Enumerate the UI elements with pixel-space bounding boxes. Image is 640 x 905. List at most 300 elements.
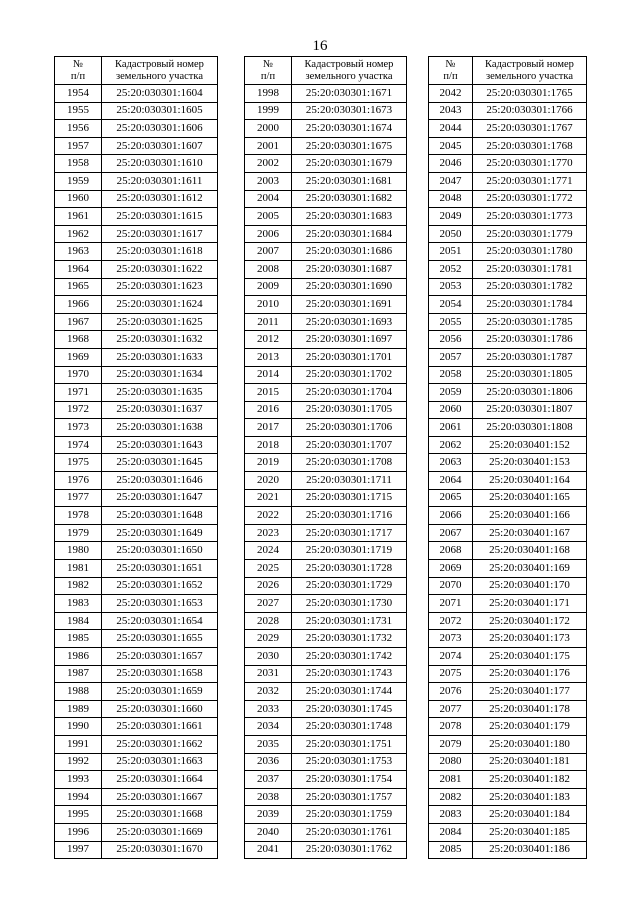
cadastral-number: 25:20:030301:1647	[102, 489, 218, 507]
row-number: 2017	[245, 419, 292, 437]
table-row	[429, 524, 587, 542]
table-row	[55, 472, 218, 490]
cadastral-number: 25:20:030301:1716	[292, 507, 407, 525]
table-row	[245, 225, 407, 243]
row-number: 2045	[429, 137, 473, 155]
table-row	[55, 806, 218, 824]
table-row	[245, 85, 407, 103]
cadastral-number: 25:20:030301:1773	[473, 208, 587, 226]
table-row	[245, 700, 407, 718]
table-row	[55, 348, 218, 366]
cadastral-number: 25:20:030301:1635	[102, 384, 218, 402]
row-number: 2006	[245, 225, 292, 243]
table-row	[429, 296, 587, 314]
row-number: 2043	[429, 102, 473, 120]
row-number: 2034	[245, 718, 292, 736]
row-number: 1959	[55, 172, 102, 190]
table-row	[55, 296, 218, 314]
table-row	[429, 612, 587, 630]
cadastral-number: 25:20:030301:1605	[102, 102, 218, 120]
row-number: 1978	[55, 507, 102, 525]
row-number: 1990	[55, 718, 102, 736]
cadastral-number: 25:20:030301:1648	[102, 507, 218, 525]
row-number: 1968	[55, 331, 102, 349]
table-row	[245, 524, 407, 542]
cadastral-number: 25:20:030301:1786	[473, 331, 587, 349]
table-row	[429, 243, 587, 261]
cadastral-number: 25:20:030301:1806	[473, 384, 587, 402]
cadastral-number: 25:20:030301:1770	[473, 155, 587, 173]
cadastral-number: 25:20:030401:168	[473, 542, 587, 560]
row-number: 1958	[55, 155, 102, 173]
cadastral-number: 25:20:030301:1782	[473, 278, 587, 296]
row-number: 2020	[245, 472, 292, 490]
cadastral-number: 25:20:030301:1667	[102, 788, 218, 806]
cadastral-number: 25:20:030301:1673	[292, 102, 407, 120]
row-number: 2025	[245, 560, 292, 578]
row-number: 1986	[55, 648, 102, 666]
row-number: 2040	[245, 823, 292, 841]
table-row	[55, 683, 218, 701]
table-row	[245, 436, 407, 454]
row-number: 2003	[245, 172, 292, 190]
table-row	[245, 718, 407, 736]
cadastral-number: 25:20:030301:1787	[473, 348, 587, 366]
row-number: 2033	[245, 700, 292, 718]
table-row	[55, 102, 218, 120]
cadastral-number: 25:20:030301:1668	[102, 806, 218, 824]
table-row	[55, 313, 218, 331]
table-row	[429, 542, 587, 560]
cadastral-number: 25:20:030301:1664	[102, 771, 218, 789]
row-number: 2084	[429, 823, 473, 841]
cadastral-number: 25:20:030401:165	[473, 489, 587, 507]
table-row	[245, 384, 407, 402]
table-row	[429, 278, 587, 296]
table-row	[245, 366, 407, 384]
row-number: 2010	[245, 296, 292, 314]
table-row	[429, 771, 587, 789]
cadastral-number: 25:20:030301:1615	[102, 208, 218, 226]
cadastral-number: 25:20:030301:1624	[102, 296, 218, 314]
table-row	[55, 612, 218, 630]
row-number: 1966	[55, 296, 102, 314]
cadastral-number: 25:20:030401:183	[473, 788, 587, 806]
table-row	[429, 454, 587, 472]
row-number: 2061	[429, 419, 473, 437]
row-number: 2052	[429, 260, 473, 278]
row-number: 2082	[429, 788, 473, 806]
cadastral-number: 25:20:030301:1646	[102, 472, 218, 490]
row-number: 1969	[55, 348, 102, 366]
table-row	[55, 648, 218, 666]
cadastral-number: 25:20:030301:1719	[292, 542, 407, 560]
row-number: 2073	[429, 630, 473, 648]
row-number: 2059	[429, 384, 473, 402]
table-row	[55, 542, 218, 560]
cadastral-number: 25:20:030301:1612	[102, 190, 218, 208]
row-number: 1999	[245, 102, 292, 120]
cadastral-number: 25:20:030301:1687	[292, 260, 407, 278]
cadastral-number: 25:20:030301:1669	[102, 823, 218, 841]
cadastral-number: 25:20:030301:1610	[102, 155, 218, 173]
table-row	[429, 683, 587, 701]
cadastral-number: 25:20:030401:153	[473, 454, 587, 472]
table-row	[245, 595, 407, 613]
row-number: 2074	[429, 648, 473, 666]
table-row	[245, 278, 407, 296]
cadastral-number: 25:20:030301:1634	[102, 366, 218, 384]
header-number: № п/п	[245, 57, 292, 85]
cadastral-number: 25:20:030301:1693	[292, 313, 407, 331]
table-row	[429, 102, 587, 120]
row-number: 2067	[429, 524, 473, 542]
table-row	[429, 313, 587, 331]
table-row	[55, 630, 218, 648]
cadastral-number: 25:20:030301:1674	[292, 120, 407, 138]
cadastral-number: 25:20:030401:184	[473, 806, 587, 824]
row-number: 2021	[245, 489, 292, 507]
row-number: 2005	[245, 208, 292, 226]
table-row	[429, 419, 587, 437]
table-row	[429, 507, 587, 525]
cadastral-number: 25:20:030401:172	[473, 612, 587, 630]
cadastral-number: 25:20:030301:1660	[102, 700, 218, 718]
row-number: 2063	[429, 454, 473, 472]
row-number: 2002	[245, 155, 292, 173]
table-row	[429, 472, 587, 490]
cadastral-number: 25:20:030301:1681	[292, 172, 407, 190]
table-row	[429, 225, 587, 243]
cadastral-number: 25:20:030301:1697	[292, 331, 407, 349]
cadastral-number: 25:20:030301:1701	[292, 348, 407, 366]
table-row	[429, 401, 587, 419]
row-number: 1972	[55, 401, 102, 419]
cadastral-number: 25:20:030301:1604	[102, 85, 218, 103]
row-number: 2076	[429, 683, 473, 701]
cadastral-number: 25:20:030301:1661	[102, 718, 218, 736]
cadastral-number: 25:20:030301:1690	[292, 278, 407, 296]
row-number: 1980	[55, 542, 102, 560]
row-number: 1967	[55, 313, 102, 331]
header-cadastral-number: Кадастровый номер земельного участка	[102, 57, 218, 85]
table-row	[55, 278, 218, 296]
table-row	[429, 331, 587, 349]
cadastral-number: 25:20:030301:1659	[102, 683, 218, 701]
header-cadastral-number: Кадастровый номер земельного участка	[473, 57, 587, 85]
cadastral-number: 25:20:030301:1767	[473, 120, 587, 138]
table-row	[55, 788, 218, 806]
table-row	[245, 665, 407, 683]
cadastral-number: 25:20:030301:1757	[292, 788, 407, 806]
cadastral-number: 25:20:030401:176	[473, 665, 587, 683]
row-number: 2004	[245, 190, 292, 208]
table-row	[429, 137, 587, 155]
row-number: 1957	[55, 137, 102, 155]
row-number: 2030	[245, 648, 292, 666]
table-row	[55, 718, 218, 736]
row-number: 2070	[429, 577, 473, 595]
cadastral-number: 25:20:030301:1643	[102, 436, 218, 454]
table-row	[429, 753, 587, 771]
cadastral-number: 25:20:030301:1785	[473, 313, 587, 331]
cadastral-number: 25:20:030301:1658	[102, 665, 218, 683]
row-number: 1971	[55, 384, 102, 402]
table-header-row	[245, 57, 407, 85]
table-row	[55, 577, 218, 595]
table-row	[55, 120, 218, 138]
cadastral-number: 25:20:030301:1607	[102, 137, 218, 155]
table-row	[429, 366, 587, 384]
row-number: 2024	[245, 542, 292, 560]
table-header-row	[55, 57, 218, 85]
row-number: 2064	[429, 472, 473, 490]
table-row	[245, 454, 407, 472]
cadastral-number: 25:20:030301:1622	[102, 260, 218, 278]
table-row	[245, 771, 407, 789]
table-row	[55, 823, 218, 841]
row-number: 2060	[429, 401, 473, 419]
cadastral-number: 25:20:030301:1753	[292, 753, 407, 771]
table-row	[429, 788, 587, 806]
row-number: 1954	[55, 85, 102, 103]
table-header-row	[429, 57, 587, 85]
table-row	[429, 823, 587, 841]
cadastral-number: 25:20:030301:1679	[292, 155, 407, 173]
table-row	[245, 507, 407, 525]
table-row	[55, 489, 218, 507]
cadastral-number: 25:20:030401:177	[473, 683, 587, 701]
cadastral-number: 25:20:030301:1606	[102, 120, 218, 138]
cadastral-number: 25:20:030301:1771	[473, 172, 587, 190]
row-number: 1998	[245, 85, 292, 103]
table-row	[55, 507, 218, 525]
row-number: 2075	[429, 665, 473, 683]
table-row	[245, 753, 407, 771]
table-row	[429, 665, 587, 683]
row-number: 1994	[55, 788, 102, 806]
cadastral-number: 25:20:030401:152	[473, 436, 587, 454]
table-row	[245, 560, 407, 578]
row-number: 2057	[429, 348, 473, 366]
cadastral-number: 25:20:030301:1653	[102, 595, 218, 613]
row-number: 2000	[245, 120, 292, 138]
cadastral-number: 25:20:030401:167	[473, 524, 587, 542]
cadastral-number: 25:20:030301:1729	[292, 577, 407, 595]
row-number: 1997	[55, 841, 102, 859]
row-number: 2071	[429, 595, 473, 613]
cadastral-number: 25:20:030301:1625	[102, 313, 218, 331]
cadastral-number: 25:20:030301:1633	[102, 348, 218, 366]
cadastral-number: 25:20:030401:164	[473, 472, 587, 490]
cadastral-number: 25:20:030301:1663	[102, 753, 218, 771]
cadastral-number: 25:20:030301:1762	[292, 841, 407, 859]
table-row	[245, 401, 407, 419]
row-number: 1960	[55, 190, 102, 208]
row-number: 1983	[55, 595, 102, 613]
cadastral-number: 25:20:030301:1754	[292, 771, 407, 789]
cadastral-number: 25:20:030301:1730	[292, 595, 407, 613]
table-row	[245, 190, 407, 208]
cadastral-number: 25:20:030301:1651	[102, 560, 218, 578]
cadastral-number: 25:20:030401:173	[473, 630, 587, 648]
table-row	[245, 243, 407, 261]
row-number: 2055	[429, 313, 473, 331]
row-number: 2044	[429, 120, 473, 138]
cadastral-number: 25:20:030301:1808	[473, 419, 587, 437]
row-number: 2079	[429, 735, 473, 753]
row-number: 1992	[55, 753, 102, 771]
table-row	[55, 137, 218, 155]
row-number: 1984	[55, 612, 102, 630]
row-number: 1989	[55, 700, 102, 718]
cadastral-number: 25:20:030401:182	[473, 771, 587, 789]
row-number: 2048	[429, 190, 473, 208]
row-number: 1976	[55, 472, 102, 490]
cadastral-number: 25:20:030301:1684	[292, 225, 407, 243]
table-row	[429, 735, 587, 753]
table-row	[55, 735, 218, 753]
cadastral-number: 25:20:030301:1686	[292, 243, 407, 261]
table-row	[55, 401, 218, 419]
cadastral-number: 25:20:030301:1748	[292, 718, 407, 736]
row-number: 1977	[55, 489, 102, 507]
cadastral-number: 25:20:030401:178	[473, 700, 587, 718]
table-row	[429, 560, 587, 578]
cadastral-number: 25:20:030301:1780	[473, 243, 587, 261]
row-number: 2001	[245, 137, 292, 155]
table-row	[429, 489, 587, 507]
cadastral-number: 25:20:030301:1717	[292, 524, 407, 542]
table-row	[429, 700, 587, 718]
table-row	[429, 841, 587, 859]
row-number: 2036	[245, 753, 292, 771]
row-number: 1995	[55, 806, 102, 824]
table-row	[429, 718, 587, 736]
table-row	[245, 577, 407, 595]
table-row	[245, 260, 407, 278]
table-row	[245, 208, 407, 226]
table-row	[429, 806, 587, 824]
cadastral-number: 25:20:030301:1670	[102, 841, 218, 859]
row-number: 2031	[245, 665, 292, 683]
row-number: 2008	[245, 260, 292, 278]
row-number: 1985	[55, 630, 102, 648]
row-number: 2056	[429, 331, 473, 349]
row-number: 1964	[55, 260, 102, 278]
cadastral-number: 25:20:030401:179	[473, 718, 587, 736]
table-row	[429, 260, 587, 278]
table-row	[429, 436, 587, 454]
cadastral-number: 25:20:030301:1645	[102, 454, 218, 472]
cadastral-number: 25:20:030301:1759	[292, 806, 407, 824]
row-number: 1991	[55, 735, 102, 753]
table-row	[429, 595, 587, 613]
table-row	[429, 172, 587, 190]
cadastral-number: 25:20:030401:186	[473, 841, 587, 859]
row-number: 2053	[429, 278, 473, 296]
row-number: 2037	[245, 771, 292, 789]
row-number: 2014	[245, 366, 292, 384]
row-number: 2065	[429, 489, 473, 507]
table-row	[245, 788, 407, 806]
table-row	[429, 648, 587, 666]
row-number: 2046	[429, 155, 473, 173]
table-row	[245, 489, 407, 507]
row-number: 2013	[245, 348, 292, 366]
table-row	[55, 524, 218, 542]
table-row	[55, 700, 218, 718]
registry-table-1	[54, 56, 218, 859]
row-number: 2068	[429, 542, 473, 560]
header-number: № п/п	[429, 57, 473, 85]
cadastral-number: 25:20:030301:1652	[102, 577, 218, 595]
row-number: 1955	[55, 102, 102, 120]
cadastral-number: 25:20:030301:1708	[292, 454, 407, 472]
cadastral-number: 25:20:030301:1731	[292, 612, 407, 630]
cadastral-number: 25:20:030301:1657	[102, 648, 218, 666]
table-row	[55, 665, 218, 683]
table-row	[429, 85, 587, 103]
cadastral-number: 25:20:030301:1691	[292, 296, 407, 314]
row-number: 2085	[429, 841, 473, 859]
table-row	[245, 419, 407, 437]
cadastral-number: 25:20:030301:1649	[102, 524, 218, 542]
row-number: 2039	[245, 806, 292, 824]
row-number: 2022	[245, 507, 292, 525]
cadastral-number: 25:20:030301:1654	[102, 612, 218, 630]
table-row	[429, 630, 587, 648]
row-number: 2015	[245, 384, 292, 402]
cadastral-number: 25:20:030401:181	[473, 753, 587, 771]
row-number: 1982	[55, 577, 102, 595]
row-number: 2051	[429, 243, 473, 261]
cadastral-number: 25:20:030301:1765	[473, 85, 587, 103]
table-row	[55, 436, 218, 454]
row-number: 1962	[55, 225, 102, 243]
cadastral-number: 25:20:030301:1781	[473, 260, 587, 278]
table-row	[245, 348, 407, 366]
row-number: 2081	[429, 771, 473, 789]
cadastral-number: 25:20:030301:1617	[102, 225, 218, 243]
row-number: 2018	[245, 436, 292, 454]
cadastral-number: 25:20:030401:169	[473, 560, 587, 578]
table-row	[245, 841, 407, 859]
table-row	[429, 120, 587, 138]
cadastral-number: 25:20:030301:1772	[473, 190, 587, 208]
table-row	[245, 630, 407, 648]
cadastral-number: 25:20:030301:1671	[292, 85, 407, 103]
table-row	[55, 384, 218, 402]
cadastral-number: 25:20:030401:170	[473, 577, 587, 595]
row-number: 2009	[245, 278, 292, 296]
row-number: 1996	[55, 823, 102, 841]
table-row	[245, 683, 407, 701]
cadastral-number: 25:20:030301:1784	[473, 296, 587, 314]
table-row	[429, 384, 587, 402]
table-row	[245, 472, 407, 490]
cadastral-number: 25:20:030301:1715	[292, 489, 407, 507]
table-row	[55, 753, 218, 771]
row-number: 2047	[429, 172, 473, 190]
page-number: 16	[312, 38, 328, 54]
cadastral-number: 25:20:030301:1611	[102, 172, 218, 190]
table-row	[55, 841, 218, 859]
cadastral-number: 25:20:030301:1743	[292, 665, 407, 683]
cadastral-number: 25:20:030301:1805	[473, 366, 587, 384]
cadastral-number: 25:20:030301:1683	[292, 208, 407, 226]
table-row	[55, 243, 218, 261]
